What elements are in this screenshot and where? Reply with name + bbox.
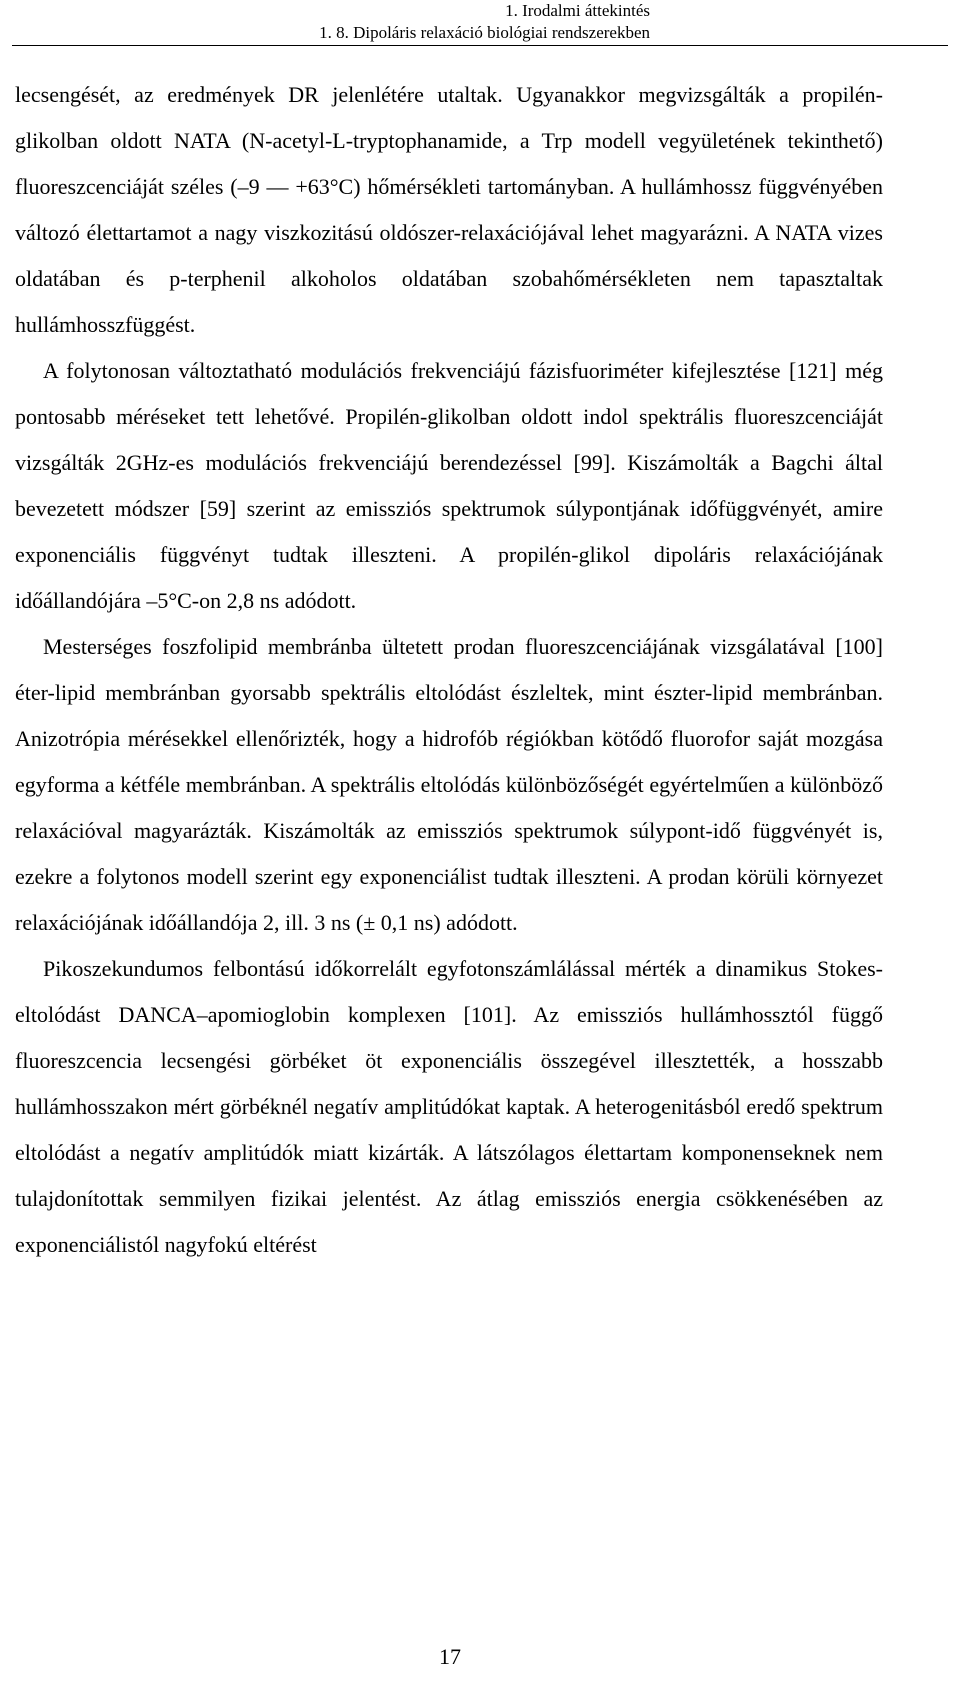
- header-section: 1. 8. Dipoláris relaxáció biológiai rendszerekben: [319, 23, 650, 42]
- paragraph-1: lecsengését, az eredmények DR jelenlétére utaltak. Ugyanakkor megvizsgálták a propilén-glikolban oldott NATA (N-acetyl-L-tryptophanamide, a Trp modell vegyületének tekinthető) fluoreszcenciáját széles (–9 — +63°C) hőmérsékleti tartományban. A hullámhossz függvényében változó élettartamot a nagy viszkozitású oldószer-relaxációjával lehet magyarázni. A NATA vizes oldatában és p-terphenil alkoholos oldatában szobahőmérsékleten nem tapasztaltak hullámhosszfüggést.: [15, 82, 883, 337]
- paragraph-2: A folytonosan változtatható modulációs frekvenciájú fázisfuoriméter kifejlesztése [121] még pontosabb méréseket tett lehetővé. Propilén-glikolban oldott indol spektrális fluoreszcenciáját vizsgálták 2GHz-es modulációs frekvenciájú berendezéssel [99]. Kiszámolták a Bagchi által bevezetett módszer [59] szerint az emissziós spektrumok súlypontjának időfüggvényét, amire exponenciális függvényt tudtak illeszteni. A propilén-glikol dipoláris relaxációjának időállandójára –5°C-on 2,8 ns adódott.: [15, 358, 883, 613]
- body-text: [15, 72, 883, 1268]
- paragraph-3: Mesterséges foszfolipid membránba ültetett prodan fluoreszcenciájának vizsgálatával [100] éter-lipid membránban gyorsabb spektrális eltolódást észleltek, mint észter-lipid membránban. Anizotrópia mérésekkel ellenőrizték, hogy a hidrofób régiókban kötődő fluorofor saját mozgása egyforma a kétféle membránban. A spektrális eltolódás különbözőségét egyértelműen a különböző relaxációval magyarázták. Kiszámolták az emissziós spektrumok súlypont-idő függvényét is, ezekre a folytonos modell szerint egy exponenciálist tudtak illeszteni. A prodan körüli környezet relaxációjának időállandója 2, ill. 3 ns (± 0,1 ns) adódott.: [15, 634, 883, 935]
- paragraph-4: Pikoszekundumos felbontású időkorrelált egyfotonszámlálással mérték a dinamikus Stokes-eltolódást DANCA–apomioglobin komplexen [101]. Az emissziós hullámhossztól függő fluoreszcencia lecsengési görbéket öt exponenciális összegével illesztették, a hosszabb hullámhosszakon mért görbéknél negatív amplitúdókat kaptak. A heterogenitásból eredő spektrum eltolódást a negatív amplitúdók miatt kizárták. A látszólagos élettartam komponenseknek nem tulajdonítottak semmilyen fizikai jelentést. Az átlag emissziós energia csökkenésében az exponenciálistól nagyfokú eltérést: [15, 956, 883, 1257]
- header-chapter: 1. Irodalmi áttekintés: [505, 1, 650, 20]
- running-header: [319, 0, 650, 44]
- page-number: 17: [439, 1644, 461, 1669]
- header-rule: [12, 45, 948, 46]
